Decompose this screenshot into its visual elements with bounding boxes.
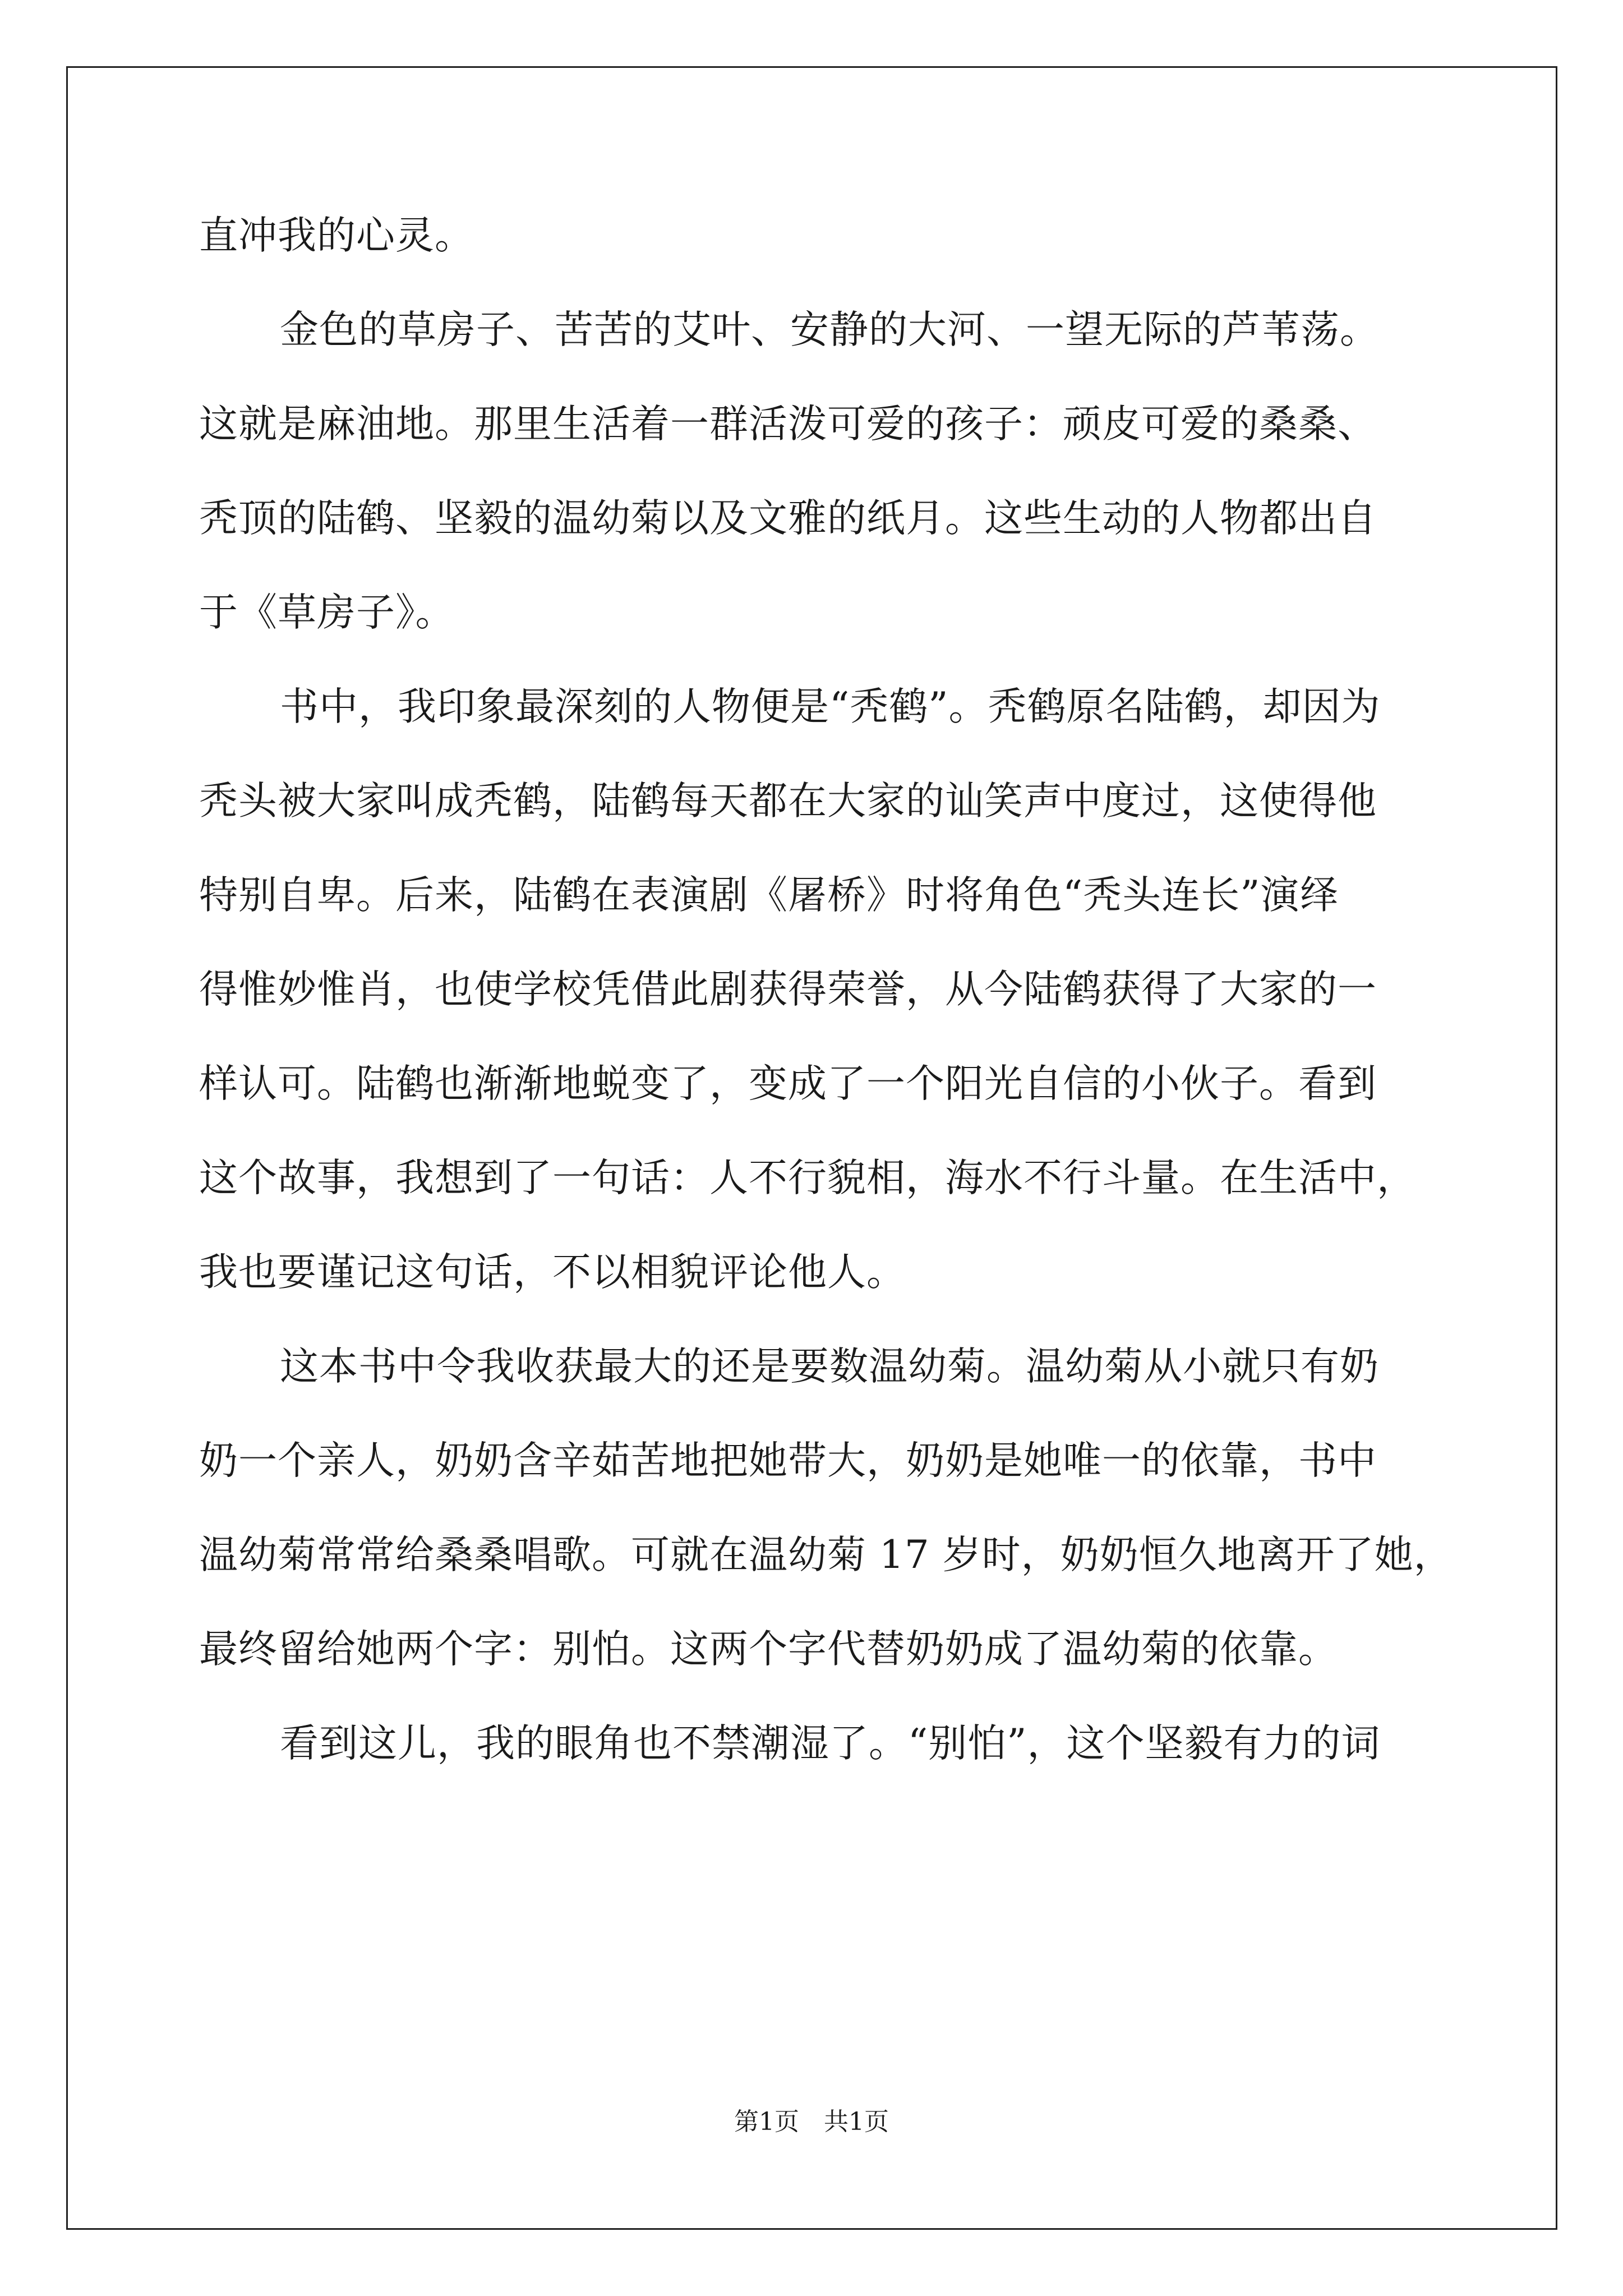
text-line: 这就是麻油地。那里生活着一群活泼可爱的孩子：顽皮可爱的桑桑、 — [199, 402, 1377, 447]
text-line: 特别自卑。后来，陆鹤在表演剧《屠桥》时将角色“秃头连长”演绎 — [199, 873, 1339, 918]
paragraph-first-line: 金色的草房子、苦苦的艾叶、安静的大河、一望无际的芦苇荡。 — [280, 307, 1379, 352]
paragraph-first-line: 这本书中令我收获最大的还是要数温幼菊。温幼菊从小就只有奶 — [280, 1344, 1379, 1389]
text-line: 温幼菊常常给桑桑唱歌。可就在温幼菊 17 岁时，奶奶恒久地离开了她， — [199, 1533, 1453, 1577]
text-line: 秃头被大家叫成秃鹤，陆鹤每天都在大家的讪笑声中度过，这使得他 — [199, 779, 1377, 823]
page-footer — [0, 2106, 1623, 2138]
text-line: 奶一个亲人，奶奶含辛茹苦地把她带大，奶奶是她唯一的依靠，书中 — [199, 1438, 1377, 1483]
text-line: 最终留给她两个字：别怕。这两个字代替奶奶成了温幼菊的依靠。 — [199, 1627, 1338, 1672]
text-line: 得惟妙惟肖，也使学校凭借此剧获得荣誉，从今陆鹤获得了大家的一 — [199, 967, 1377, 1012]
text-line: 直冲我的心灵。 — [199, 213, 474, 258]
text-line: 我也要谨记这句话，不以相貌评论他人。 — [199, 1250, 906, 1295]
page-number: 第1页 — [734, 2108, 799, 2136]
text-line: 于《草房子》。 — [199, 590, 455, 635]
document-body — [199, 202, 1453, 1804]
text-line: 样认可。陆鹤也渐渐地蜕变了，变成了一个阳光自信的小伙子。看到 — [199, 1061, 1377, 1106]
paragraph-first-line: 看到这儿，我的眼角也不禁潮湿了。“别怕”，这个坚毅有力的词 — [280, 1721, 1381, 1766]
text-line: 秃顶的陆鹤、坚毅的温幼菊以及文雅的纸月。这些生动的人物都出自 — [199, 496, 1377, 541]
page-total: 共1页 — [824, 2108, 889, 2136]
paragraph-first-line: 书中，我印象最深刻的人物便是“秃鹤”。秃鹤原名陆鹤，却因为 — [280, 684, 1381, 729]
text-line: 这个故事，我想到了一句话：人不行貌相，海水不行斗量。在生活中， — [199, 1156, 1416, 1200]
